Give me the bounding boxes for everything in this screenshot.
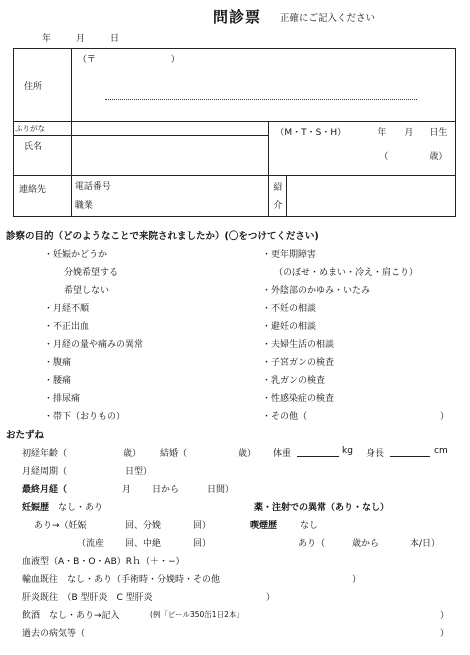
furigana-label-cell xyxy=(14,122,72,136)
smoking-none[interactable]: なし xyxy=(300,521,319,531)
purpose-left-7[interactable]: ・腰痛 xyxy=(44,376,72,386)
postal-close: ） xyxy=(170,55,180,65)
name-label: 氏名 xyxy=(24,142,43,152)
abortion-open: （流産 xyxy=(77,539,105,549)
address-label-cell xyxy=(14,49,72,122)
phone-label: 電話番号 xyxy=(74,182,111,192)
purpose-right-4[interactable]: ・避妊の相談 xyxy=(262,322,317,332)
purpose-left-8[interactable]: ・排尿痛 xyxy=(44,394,81,404)
age-close: 歳） xyxy=(429,152,448,162)
past-illness-close: ） xyxy=(440,629,450,639)
transfusion-close: ） xyxy=(352,575,362,585)
age-open: （ xyxy=(379,152,389,162)
purpose-left-1[interactable]: 分娩希望する xyxy=(64,268,119,278)
contact-label: 連絡先 xyxy=(19,185,47,195)
abortion-mid: 回、中絶 xyxy=(125,539,162,549)
purpose-right-0[interactable]: ・更年期障害 xyxy=(262,250,317,260)
era-options: （M・T・S・H） xyxy=(275,128,347,138)
transfusion-history[interactable]: 輸血既往 なし・あり（手術時・分娩時・その他 xyxy=(22,575,221,585)
height-input[interactable] xyxy=(390,446,430,457)
marriage-label: 結婚（ xyxy=(160,449,188,459)
smoking-yes[interactable]: あり（ xyxy=(298,539,326,549)
name-field[interactable] xyxy=(71,136,269,176)
page-title: 問診票 xyxy=(213,8,262,26)
date-month-label: 月 xyxy=(76,34,86,44)
purpose-left-9[interactable]: ・帯下（おりもの） xyxy=(44,412,126,422)
purpose-left-5[interactable]: ・月経の量や痛みの異常 xyxy=(44,340,144,350)
referral-label-cell xyxy=(269,176,287,217)
date-year-label: 年 xyxy=(42,34,52,44)
cycle-label: 月経周期（ xyxy=(22,467,68,477)
delivery-close: 回） xyxy=(193,521,212,531)
weight-input[interactable] xyxy=(297,446,339,457)
last-period-month: 月 xyxy=(122,485,132,495)
abortion-close: 回） xyxy=(193,539,212,549)
purpose-left-2[interactable]: 希望しない xyxy=(64,286,110,296)
pregnancy-label: 妊娠歴 xyxy=(22,503,50,513)
drinking-close: ） xyxy=(440,611,450,621)
purpose-right-2[interactable]: ・外陰部のかゆみ・いたみ xyxy=(262,286,371,296)
referral-field[interactable] xyxy=(287,176,456,217)
weight-unit: kg xyxy=(342,446,353,456)
contact-label-cell xyxy=(14,176,72,217)
birth-day-label: 日生 xyxy=(429,128,448,138)
smoking-from: 歳から xyxy=(352,539,380,549)
purpose-right-5[interactable]: ・夫婦生活の相談 xyxy=(262,340,335,350)
date-day-label: 日 xyxy=(110,34,120,44)
purpose-right-1[interactable]: （のぼせ・めまい・冷え・肩こり） xyxy=(274,268,419,278)
purpose-right-3[interactable]: ・不妊の相談 xyxy=(262,304,317,314)
purpose-right-6[interactable]: ・子宮ガンの検査 xyxy=(262,358,335,368)
cycle-unit: 日型） xyxy=(125,467,153,477)
job-label: 職業 xyxy=(74,201,93,211)
drug-reaction-label[interactable]: 薬・注射での異常（あり・なし） xyxy=(254,503,390,513)
purpose-right-8[interactable]: ・性感染症の検査 xyxy=(262,394,335,404)
purpose-left-6[interactable]: ・腹痛 xyxy=(44,358,72,368)
furigana-field[interactable] xyxy=(71,122,269,136)
birthdate-field[interactable] xyxy=(269,122,456,176)
referral-label-1: 紹 xyxy=(273,183,283,193)
birth-month-label: 月 xyxy=(404,128,414,138)
purpose-right-7[interactable]: ・乳ガンの検査 xyxy=(262,376,326,386)
purpose-heading: 診察の目的（どのようなことで来院されましたか）(〇をつけてください) xyxy=(6,231,319,242)
name-label-cell xyxy=(14,136,72,176)
smoking-per-day: 本/日） xyxy=(410,539,441,549)
delivery-count-label: 回、分娩 xyxy=(125,521,162,531)
address-label: 住所 xyxy=(24,81,43,92)
purpose-left-4[interactable]: ・不正出血 xyxy=(44,322,90,332)
menarche-label: 初経年齢（ xyxy=(22,449,68,459)
marriage-unit: 歳） xyxy=(238,449,257,459)
address-dotted-line xyxy=(105,99,417,100)
purpose-left-3[interactable]: ・月経不順 xyxy=(44,304,90,314)
weight-label: 体重 xyxy=(273,449,292,459)
birth-year-label: 年 xyxy=(377,128,387,138)
height-label: 身長 xyxy=(366,449,385,459)
pregnancy-options[interactable]: なし・あり xyxy=(58,503,104,513)
purpose-other-close: ） xyxy=(440,412,450,422)
blood-type[interactable]: 血液型（A・B・O・AB）Rｈ（＋・−） xyxy=(22,557,185,567)
questions-heading: おたずね xyxy=(6,430,45,441)
last-period-days: 日間） xyxy=(207,485,235,495)
referral-label-2: 介 xyxy=(273,201,283,211)
height-unit: cm xyxy=(434,446,448,456)
purpose-left-0[interactable]: ・妊娠かどうか xyxy=(44,250,108,260)
contact-field[interactable] xyxy=(71,176,269,217)
instruction-note: 正確にご記入ください xyxy=(280,13,376,24)
pregnancy-yes: あり→（妊娠 xyxy=(34,521,87,531)
past-illness-label: 過去の病気等（ xyxy=(22,629,86,639)
smoking-label: 喫煙歴 xyxy=(250,521,278,531)
drinking-habit[interactable]: 飲酒 なし・あり→記入 xyxy=(22,611,120,621)
personal-info-table xyxy=(13,48,456,217)
address-field[interactable] xyxy=(71,49,455,122)
hepatitis-close: ） xyxy=(266,593,276,603)
menarche-unit: 歳） xyxy=(123,449,142,459)
drinking-example: (例「ビール350缶1日2本」 xyxy=(150,610,244,619)
purpose-right-9[interactable]: ・その他（ xyxy=(262,412,308,422)
furigana-label: ふりがな xyxy=(15,124,45,133)
last-period-label: 最終月経（ xyxy=(22,485,68,495)
last-period-from: 日から xyxy=(152,485,180,495)
postal-open: （〒 xyxy=(77,55,96,65)
hepatitis-history[interactable]: 肝炎既往 （B 型肝炎 C 型肝炎 xyxy=(22,593,153,603)
